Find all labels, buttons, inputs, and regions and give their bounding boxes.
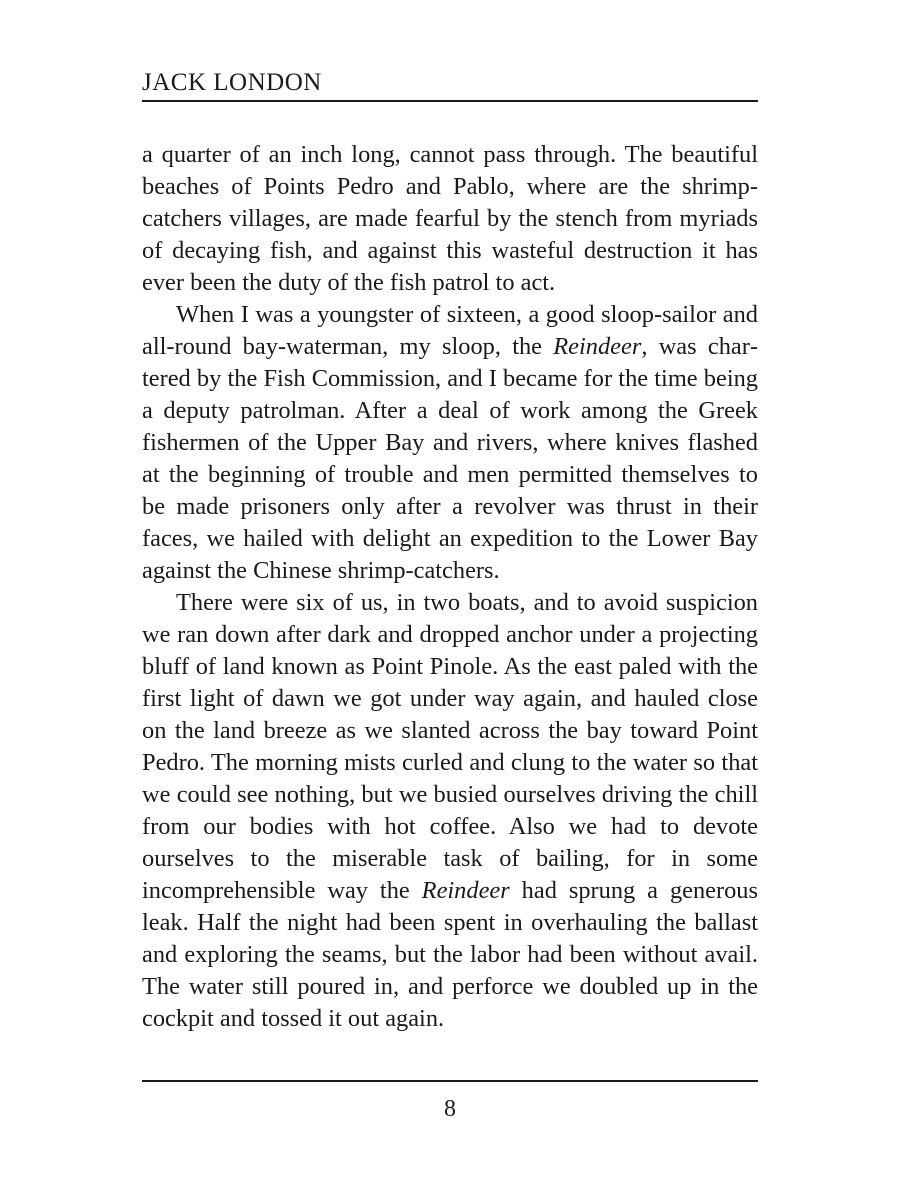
paragraph-3-segment-3: had sprung a generous leak. Half the night had been spent in overhauling the ballast and exploring the seams, but the labor had been without avail. The water still poured in, and perforce we doubled up in the cockpit and tossed it out again.: [142, 877, 758, 1032]
ship-name-reindeer: Reindeer: [421, 877, 510, 904]
paragraph-1: [142, 139, 758, 299]
paragraph-1-segment-1: a quarter of an inch long, cannot pass through. The beautiful beaches of Points Pedro and Pablo, where are the shrimp-catchers villages, are made fearful by the stench from myriads of decaying fish, and against this wasteful destruction it has ever been the duty of the fish patrol to act.: [142, 141, 758, 296]
page-number: 8: [444, 1096, 456, 1122]
paragraph-2-segment-1: When I was a youngster of sixteen, a good sloop-sailor and all-round bay-waterman, my sloop, the: [142, 301, 758, 360]
paragraph-2-segment-3: , was chartered by the Fish Commission, and I became for the time being a deputy patrolman. After a deal of work among the Greek fishermen of the Upper Bay and rivers, where knives flashed at the beginning of trouble and men permitted themselves to be made prisoners only after a revolver was thrust in their faces, we hailed with delight an expedition to the Lower Bay against the Chinese shrimp-catchers.: [142, 333, 758, 584]
ship-name-reindeer: Reindeer: [553, 333, 642, 360]
paragraph-2: [142, 299, 758, 587]
running-head: JACK LONDON: [142, 69, 322, 96]
paragraph-3-segment-1: There were six of us, in two boats, and to avoid suspicion we ran down after dark and dropped anchor under a projecting bluff of land known as Point Pinole. As the east paled with the first light of dawn we got under way again, and hauled close on the land breeze as we slanted across the bay toward Point Pedro. The morning mists curled and clung to the water so that we could see nothing, but we busied ourselves driving the chill from our bodies with hot coffee. Also we had to devote ourselves to the miserable task of bailing, for in some incomprehensible way the: [142, 589, 758, 904]
header-rule: [142, 100, 758, 102]
body-text: [142, 139, 758, 1035]
footer-rule: [142, 1080, 758, 1082]
book-page: [142, 0, 758, 1200]
paragraph-3: [142, 587, 758, 1035]
